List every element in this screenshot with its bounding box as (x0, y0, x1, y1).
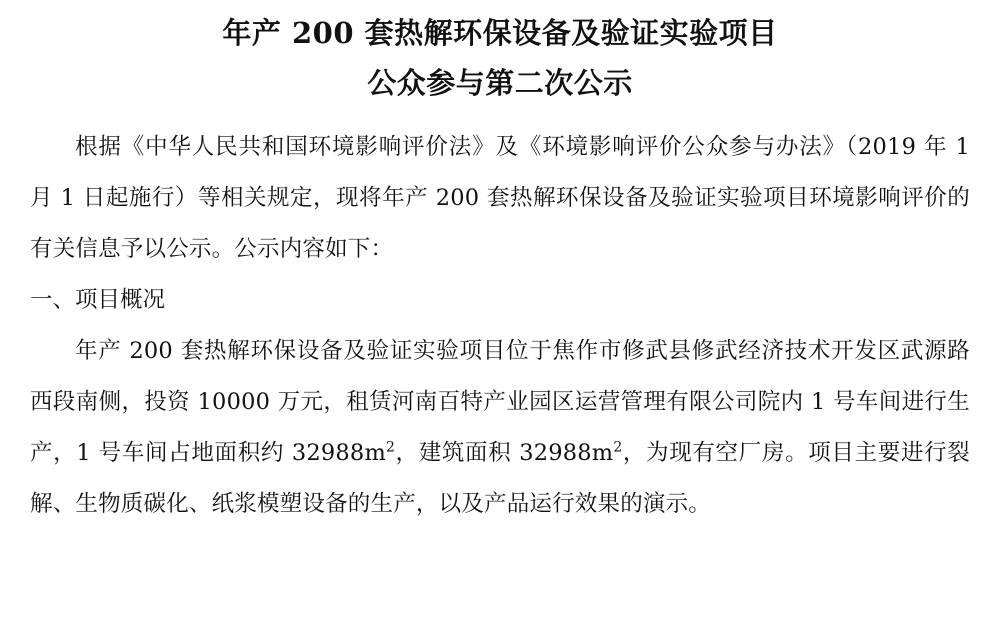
superscript-square-meter-1: 2 (385, 439, 396, 456)
section-body-project-overview (30, 326, 970, 530)
section-body-part-1: 年产 200 套热解环保设备及验证实验项目位于焦作市修武县修武经济技术开发区武源路西段南侧，投资 10000 万元，租赁河南百特产业园区运营管理有限公司院内 1 号车间进行生产，1 号车间占地面积约 32988m (30, 338, 970, 466)
page-title (30, 8, 970, 108)
page-title-line-2: 公众参与第二次公示 (367, 66, 633, 100)
section-heading-project-overview: 一、项目概况 (30, 287, 166, 313)
section-body-part-2: ，建筑面积 32988m (395, 440, 614, 466)
page-title-line-1: 年产 200 套热解环保设备及验证实验项目 (222, 16, 778, 50)
document-body (30, 122, 970, 530)
intro-paragraph: 根据《中华人民共和国环境影响评价法》及《环境影响评价公众参与办法》（2019 年 1 月 1 日起施行）等相关规定，现将年产 200 套热解环保设备及验证实验项目环境影响评价的有关信息予以公示。公示内容如下： (30, 134, 970, 262)
section-body-part-3: ，为现有空厂房。项目主要进行裂解、生物质碳化、纸浆模塑设备的生产，以及产品运行效果的演示。 (30, 440, 970, 517)
superscript-square-meter-2: 2 (613, 439, 623, 456)
